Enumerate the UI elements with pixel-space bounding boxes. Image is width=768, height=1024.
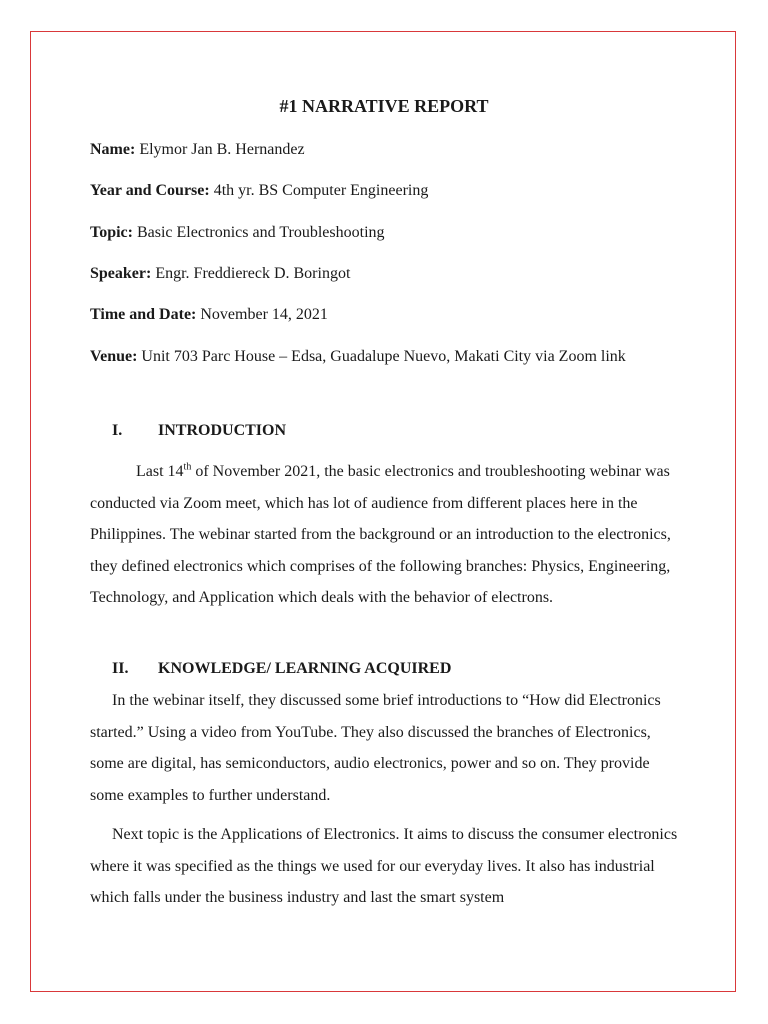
venue-field <box>90 341 680 373</box>
time-date-value: November 14, 2021 <box>200 306 328 323</box>
intro-text-start: Last 14 <box>136 463 184 480</box>
venue-value: Unit 703 Parc House – Edsa, Guadalupe Nuevo, Makati City via Zoom link <box>141 348 626 365</box>
topic-field <box>90 217 385 249</box>
time-date-label: Time and Date: <box>90 306 197 323</box>
knowledge-paragraph-1: In the webinar itself, they discussed some brief introductions to “How did Electronics started.” Using a video from YouTube. They also discussed the branches of Electronics, some are digital, has semiconductors, audio electronics, power and so on. They provide some examples to further understand. <box>90 692 661 804</box>
year-course-label: Year and Course: <box>90 182 210 199</box>
introduction-heading <box>90 415 286 447</box>
speaker-field <box>90 258 350 290</box>
name-field <box>90 134 305 166</box>
introduction-number: I. <box>112 422 123 439</box>
document-body <box>90 92 690 907</box>
introduction-paragraph <box>90 456 680 614</box>
knowledge-number: II. <box>112 660 129 677</box>
time-date-field <box>90 299 328 331</box>
year-course-field <box>90 175 428 207</box>
knowledge-title: KNOWLEDGE/ LEARNING ACQUIRED <box>158 660 452 677</box>
intro-text-rest: of November 2021, the basic electronics and troubleshooting webinar was conducted via Zoom meet, which has lot of audience from different places here in the Philippines. The webinar started from the background or an introduction to the electronics, they defined electronics which comprises of the following branches: Physics, Engineering, Technology, and Application which deals with the behavior of electrons. <box>90 463 671 607</box>
report-title: #1 NARRATIVE REPORT <box>279 96 489 116</box>
speaker-label: Speaker: <box>90 265 152 282</box>
intro-ordinal-suffix: th <box>183 461 192 473</box>
topic-label: Topic: <box>90 224 133 241</box>
year-course-value: 4th yr. BS Computer Engineering <box>213 182 429 199</box>
name-label: Name: <box>90 141 136 158</box>
knowledge-heading <box>90 653 451 685</box>
venue-label: Venue: <box>90 348 138 365</box>
introduction-title: INTRODUCTION <box>158 422 287 439</box>
name-value: Elymor Jan B. Hernandez <box>139 141 305 158</box>
knowledge-paragraph-2: Next topic is the Applications of Electronics. It aims to discuss the consumer electronics where it was specified as the things we used for our everyday lives. It also has industrial which falls under the business industry and last the smart system <box>90 826 678 907</box>
speaker-value: Engr. Freddiereck D. Boringot <box>155 265 351 282</box>
topic-value: Basic Electronics and Troubleshooting <box>136 224 385 241</box>
